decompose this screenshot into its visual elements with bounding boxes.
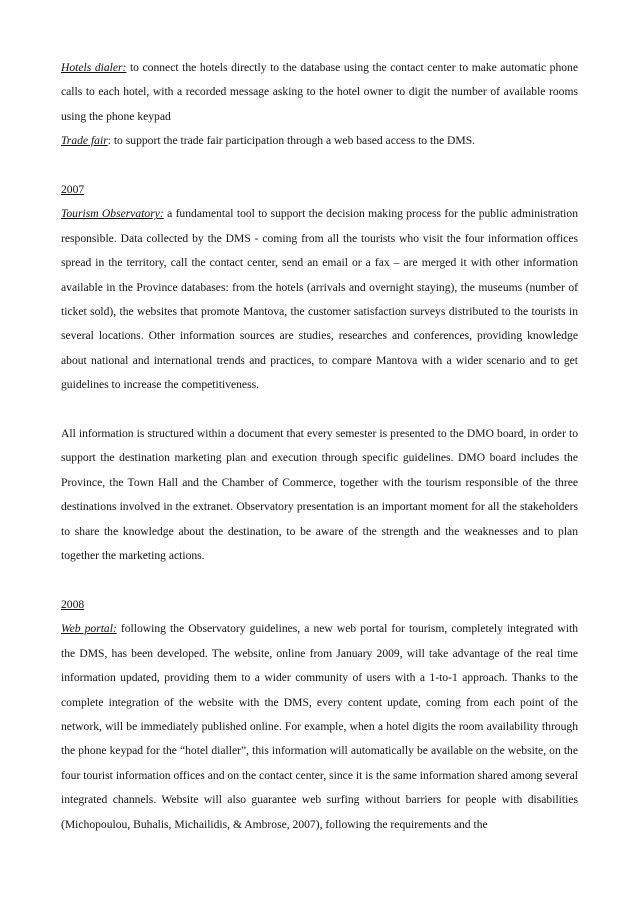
section-2008 <box>61 593 578 837</box>
trade-fair-paragraph <box>61 129 578 153</box>
web-portal-text: following the Observatory guidelines, a new web portal for tourism, completely integrated with the DMS, has been developed. The website, online from January 2009, will take advantage of the real time information updated, providing them to a wider community of users with a 1-to-1 approach. Thanks to the complete integration of the website with the DMS, every content update, coming from each point of the network, will be immediately published online. For example, when a hotel digits the room availability through the phone keypad for the “hotel dialler”, this information will automatically be available on the website, on the four tourist information offices and on the contact center, since it is the same information shared among several integrated channels. Website will also guarantee web surfing without barriers for people with disabilities (Michopoulou, Buhalis, Michailidis, & Ambrose, 2007), following the requirements and the <box>61 622 578 831</box>
dmo-board-paragraph: All information is structured within a document that every semester is presented to the DMO board, in order to support the destination marketing plan and execution through specific guidelines. DMO board includes the Province, the Town Hall and the Chamber of Commerce, together with the tourism responsible of the three destinations involved in the extranet. Observatory presentation is an important moment for all the stakeholders to share the knowledge about the destination, to be aware of the strength and the weaknesses and to plan together the marketing actions. <box>61 427 578 563</box>
hotels-dialer-text: to connect the hotels directly to the database using the contact center to make automatic phone calls to each hotel, with a recorded message asking to the hotel owner to digit the number of available rooms using the phone keypad <box>61 61 578 123</box>
web-portal-label: Web portal: <box>61 622 117 636</box>
spacer <box>61 154 578 178</box>
year-heading-2007: 2007 <box>61 183 85 197</box>
document-page <box>61 56 578 837</box>
tourism-observatory-text: a fundamental tool to support the decision making process for the public administration responsible. Data collected by the DMS - coming from all the tourists who visit the four information offices spread in the territory, call the contact center, send an email or a fax – are merged it with other information available in the Province databases: from the hotels (arrivals and overnight staying), the museums (number of ticket sold), the websites that promote Mantova, the customer satisfaction surveys distributed to the tourists in several locations. Other information sources are studies, researches and conferences, providing knowledge about national and international trends and practices, to compare Mantova with a wider scenario and to get guidelines to increase the competitiveness. <box>61 207 578 392</box>
hotels-dialer-paragraph <box>61 56 578 129</box>
tourism-observatory-label: Tourism Observatory: <box>61 207 164 221</box>
hotels-dialer-label: Hotels dialer: <box>61 61 127 74</box>
section-2007 <box>61 178 578 398</box>
year-heading-2008: 2008 <box>61 597 85 611</box>
trade-fair-label: Trade fair <box>61 134 108 148</box>
spacer <box>61 398 578 422</box>
spacer <box>61 569 578 593</box>
trade-fair-text: : to support the trade fair participation through a web based access to the DMS. <box>107 134 476 148</box>
